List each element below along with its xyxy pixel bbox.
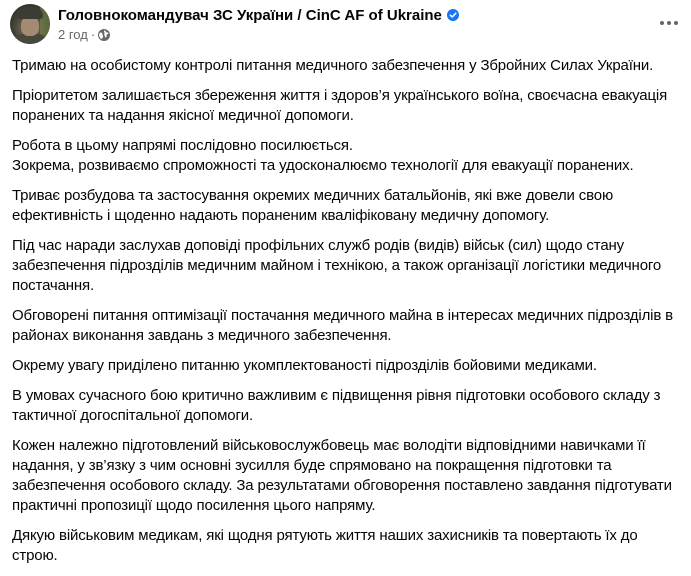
author-avatar[interactable] [10,4,50,44]
post-header [10,2,681,46]
paragraph-text: Під час наради заслухав доповіді профільних служб родів (видів) військ (сил) щодо стану забезпечення підрозділів медичним майном і технікою, а також організації логістики медичного постачання. [12,237,662,294]
author-name[interactable]: Головнокомандувач ЗС України / CinC AF of Ukraine [58,6,442,24]
post-paragraph [12,86,681,126]
paragraph-text: Обговорені питання оптимізації постачання медичного майна в інтересах медичних підрозділів в районах виконання завдань з медичного забезпечення. [12,307,674,344]
paragraph-text: В умовах сучасного бою критично важливим є підвищення рівня підготовки особового складу з тактичної догоспітальної допомоги. [12,387,661,424]
paragraph-text: Кожен належно підготовлений військовослужбовець має володіти відповідними навичками її надання, у зв’язку з чим основні зусилля буде спрямовано на покращення підготовки та забезпечення особового складу. За результатами обговорення поставлено завдання підготувати практичні пропозиції щодо посилення цього напряму. [12,437,672,514]
post-meta [58,6,459,43]
paragraph-text: Зокрема, розвиваємо спроможності та удосконалюємо технології для евакуації поранених. [12,157,634,174]
post-subline [58,27,459,43]
post-paragraph [12,436,681,516]
post-body [12,56,681,576]
paragraph-text: Триває розбудова та застосування окремих медичних батальйонів, які вже довели свою ефективність і щоденно надають пораненим кваліфіковану медичну допомогу. [12,187,614,224]
post-paragraph [12,136,681,176]
post-timestamp[interactable]: 2 год [58,26,88,42]
post-paragraph [12,306,681,346]
paragraph-text: Окрему увагу приділено питанню укомплектованості підрозділів бойовими медиками. [12,357,597,374]
post-paragraph [12,526,681,566]
avatar-cap [17,7,43,19]
globe-icon[interactable] [98,29,110,41]
paragraph-text: Пріоритетом залишається збереження життя і здоров’я українського воїна, своєчасна евакуація поранених та надання якісної медичної допомоги. [12,87,668,124]
post-paragraph [12,56,681,76]
paragraph-text: Робота в цьому напрямі послідовно посилюється. [12,137,353,154]
more-dot-icon [660,21,664,25]
more-options-button[interactable] [657,14,681,32]
author-row [58,6,459,25]
avatar-face [21,16,39,36]
verified-badge-icon [447,9,459,21]
paragraph-text: Дякую військовим медикам, які щодня рятують життя наших захисників та повертають їх до строю. [12,527,638,564]
post-paragraph [12,186,681,226]
more-dot-icon [667,21,671,25]
post-paragraph [12,356,681,376]
more-dot-icon [674,21,678,25]
post-paragraph [12,236,681,296]
post-paragraph [12,386,681,426]
paragraph-text: Тримаю на особистому контролі питання медичного забезпечення у Збройних Силах України. [12,57,654,74]
separator-dot: · [90,26,96,42]
